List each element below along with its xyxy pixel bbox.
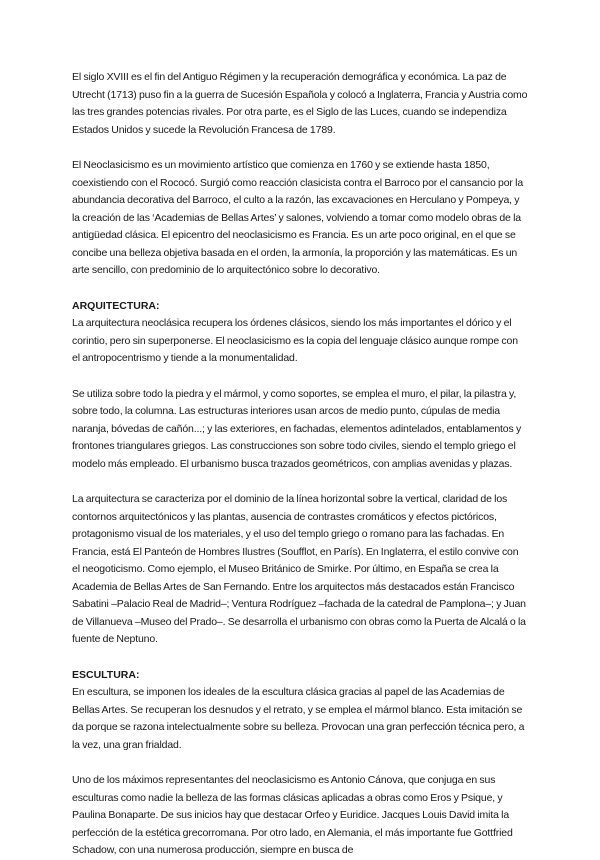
document-page <box>72 69 528 860</box>
arquitectura-paragraph-1: La arquitectura neoclásica recupera los órdenes clásicos, siendo los más importantes el dórico y el corintio, pero sin superponerse. El neoclasicismo es la copia del lenguaje clásico aunque rompe con el antropocentrismo y tiende a la monumentalidad. <box>72 317 518 364</box>
intro-paragraph-1: El siglo XVIII es el fin del Antiguo Régimen y la recuperación demográfica y económica. La paz de Utrecht (1713) puso fin a la guerra de Sucesión Española y colocó a Inglaterra, Francia y Austria como las tres grandes potencias rivales. Por otra parte, es el Siglo de las Luces, cuando se independiza Estados Unidos y sucede la Revolución Francesa de 1789. <box>72 71 528 136</box>
escultura-paragraph-2: Uno de los máximos representantes del neoclasicismo es Antonio Cánova, que conjuga en sus esculturas como nadie la belleza de las formas clásicas aplicadas a obras como Eros y Psique, y Paulina Bonaparte. De sus inicios hay que destacar Orfeo y Euridice. Jacques Louis David imita la perfección de la estética grecorromana. Por otro lado, en Alemania, el más importante fue Gottfried Schadow, con una numerosa producción, siempre en busca de <box>72 774 513 856</box>
arquitectura-heading: ARQUITECTURA: <box>72 299 160 312</box>
intro-paragraph-2: El Neoclasicismo es un movimiento artístico que comienza en 1760 y se extiende hasta 1850, coexistiendo con el Rococó. Surgió como reacción clasicista contra el Barroco por el cansancio por la abundancia decorativa del Barroco, el culto a la razón, las excavaciones en Herculano y Pompeya, y la creación de las ‘Academias de Bellas Artes’ y salones, volviendo a tomar como modelo obras de la antigüedad clásica. El epicentro del neoclasicismo es Francia. Es un arte poco original, en el que se concibe una belleza objetiva basada en el orden, la armonía, la proporción y las matemáticas. Es un arte sencillo, con predominio de lo arquitectónico sobre lo decorativo. <box>72 159 524 276</box>
paragraph-gap <box>72 368 528 386</box>
paragraph-gap <box>72 280 528 298</box>
paragraph-gap <box>72 754 528 772</box>
paragraph-gap <box>72 139 528 157</box>
escultura-heading: ESCULTURA: <box>72 668 140 681</box>
arquitectura-paragraph-3: La arquitectura se caracteriza por el dominio de la línea horizontal sobre la vertical, claridad de los contornos arquitectónicos y las plantas, ausencia de contrastes cromáticos y efectos pictóricos, protagonismo visual de los materiales, y el uso del templo griego o romano para las fachadas. En Francia, está El Panteón de Hombres Ilustres (Soufflot, en París). En Inglaterra, el estilo convive con el neogoticismo. Como ejemplo, el Museo Británico de Smirke. Por último, en España se crea la Academia de Bellas Artes de San Fernando. Entre los arquitectos más destacados están Francisco Sabatini –Palacio Real de Madrid–; Ventura Rodríguez –fachada de la catedral de Pamplona–; y Juan de Villanueva –Museo del Prado–. Se desarrolla el urbanismo con obras como la Puerta de Alcalá o la fuente de Neptuno. <box>72 493 526 645</box>
paragraph-gap <box>72 473 528 491</box>
paragraph-gap <box>72 649 528 667</box>
arquitectura-paragraph-2: Se utiliza sobre todo la piedra y el mármol, y como soportes, se emplea el muro, el pilar, la pilastra y, sobre todo, la columna. Las estructuras interiores usan arcos de medio punto, cúpulas de media naranja, bóvedas de cañón...; y las exteriores, en fachadas, elementos adintelados, entablamentos y frontones triangulares griegos. Las construcciones son sobre todo civiles, siendo el templo griego el modelo más empleado. El urbanismo busca trazados geométricos, con amplias avenidas y plazas. <box>72 387 522 470</box>
escultura-paragraph-1: En escultura, se imponen los ideales de la escultura clásica gracias al papel de las Academias de Bellas Artes. Se recuperan los desnudos y el retrato, y se emplea el mármol blanco. Esta imitación se da porque se razona intelectualmente sobre su belleza. Provocan una gran perfección técnica pero, a la vez, una gran frialdad. <box>72 686 525 751</box>
